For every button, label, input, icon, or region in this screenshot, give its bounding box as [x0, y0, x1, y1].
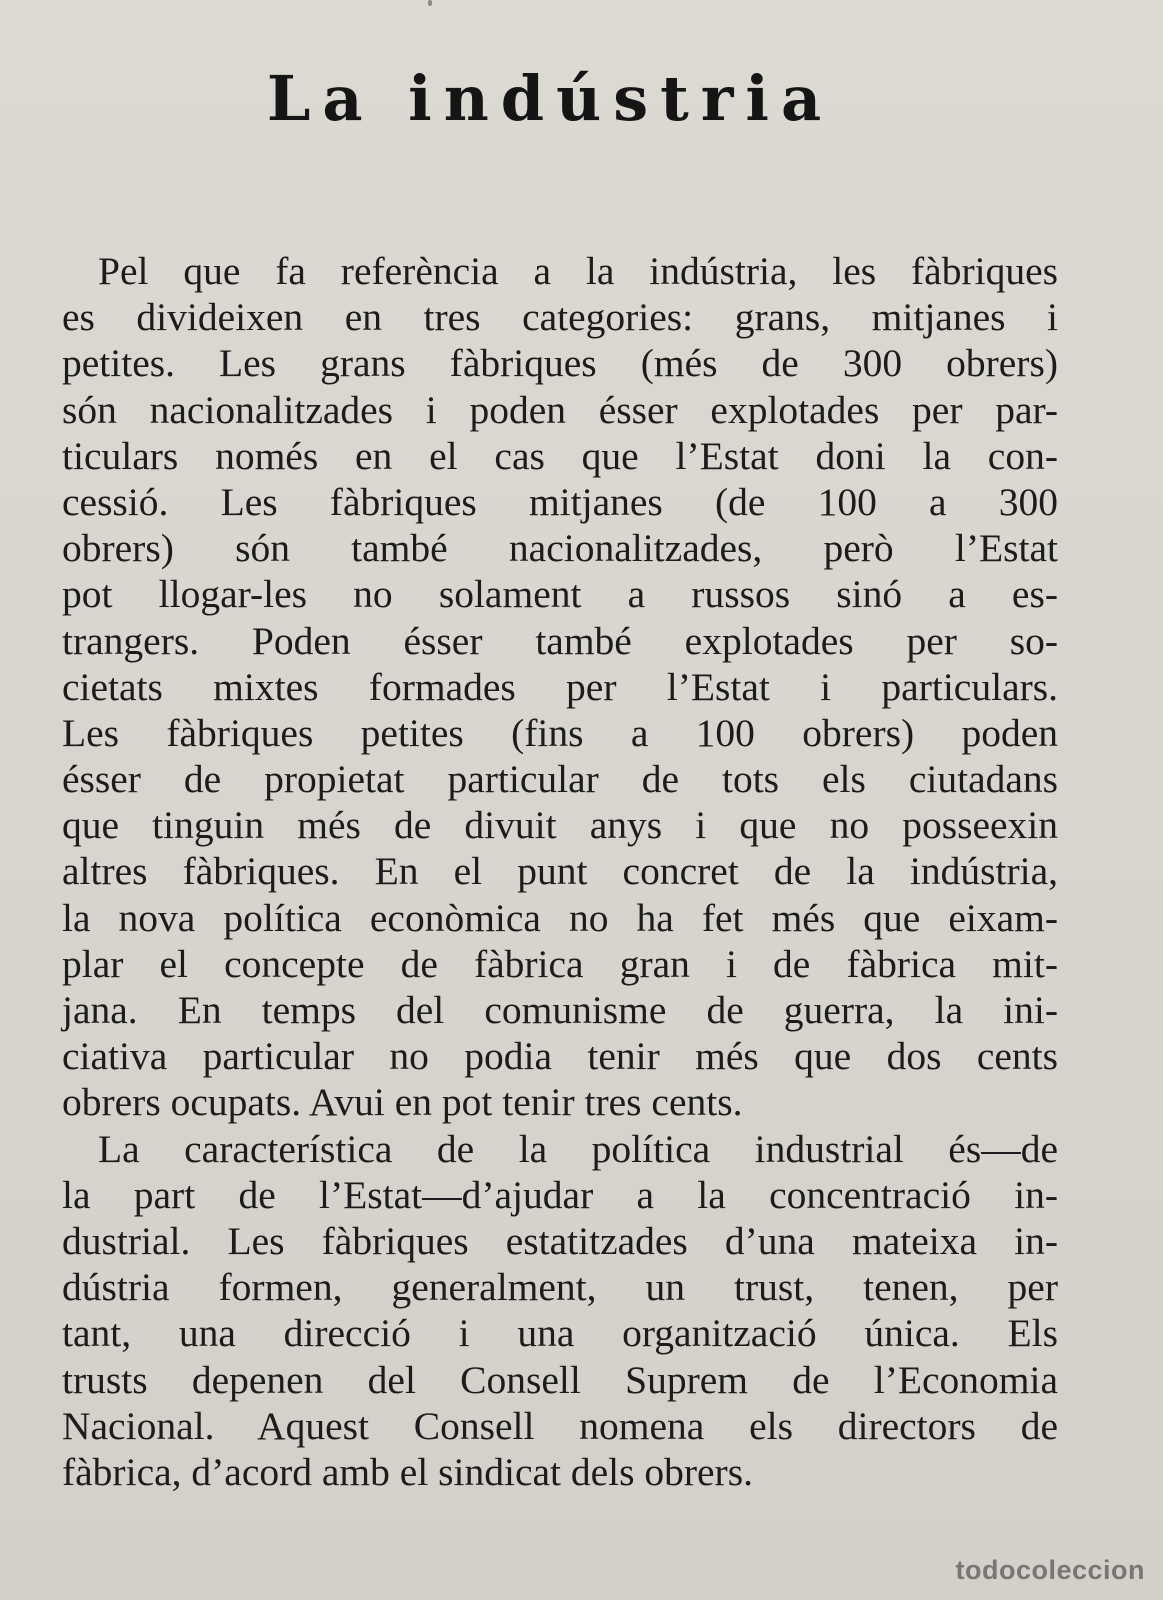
text-line: obrers ocupats. Avui en pot tenir tres cents. [62, 1080, 743, 1125]
text-line: plar el concepte de fàbrica gran i de fàbrica mit- [62, 941, 1058, 986]
text-line: pot llogar-les no solament a russos sinó a es- [62, 572, 1058, 617]
text-line: petites. Les grans fàbriques (més de 300 obrers) [62, 341, 1058, 386]
text-line: la part de l’Estat—d’ajudar a la concentració in- [62, 1172, 1058, 1217]
text-line: ciativa particular no podia tenir més que dos cents [62, 1034, 1058, 1079]
text-line: cessió. Les fàbriques mitjanes (de 100 a 300 [62, 479, 1058, 524]
body-text [62, 248, 1058, 1495]
paragraph-2 [62, 1126, 1058, 1496]
text-line: Pel que fa referència a la indústria, les fàbriques [98, 249, 1058, 293]
text-line: fàbrica, d’acord amb el sindicat dels obrers. [62, 1449, 753, 1494]
text-line: dústria formen, generalment, un trust, tenen, per [62, 1265, 1058, 1310]
text-line: ticulars només en el cas que l’Estat doni la con- [62, 433, 1058, 478]
paragraph-1 [62, 248, 1058, 1126]
text-line: jana. En temps del comunisme de guerra, la ini- [62, 988, 1058, 1032]
text-line: trangers. Poden ésser també explotades per so- [62, 618, 1058, 663]
text-line: es divideixen en tres categories: grans, mitjanes i [62, 295, 1058, 340]
text-line: obrers) són també nacionalitzades, però l’Estat [62, 526, 1058, 571]
text-line: tant, una direcció i una organització única. Els [62, 1311, 1058, 1356]
text-line: Nacional. Aquest Consell nomena els directors de [62, 1403, 1058, 1448]
page-title: La indústria [266, 62, 834, 135]
text-line: Les fàbriques petites (fins a 100 obrers) poden [62, 710, 1058, 755]
watermark: todocoleccion [955, 1555, 1145, 1585]
text-line: la nova política econòmica no ha fet més que eixam- [62, 895, 1058, 940]
text-line: són nacionalitzades i poden ésser explotades per par- [62, 387, 1058, 432]
text-line: que tinguin més de divuit anys i que no posseexin [62, 803, 1058, 848]
text-line: ésser de propietat particular de tots els ciutadans [62, 757, 1058, 802]
text-line: cietats mixtes formades per l’Estat i particulars. [62, 664, 1058, 709]
text-line: trusts depenen del Consell Suprem de l’Economia [62, 1357, 1058, 1402]
text-line: dustrial. Les fàbriques estatitzades d’una mateixa in- [62, 1218, 1058, 1263]
text-line: La característica de la política industrial és—de [98, 1126, 1058, 1171]
text-line: altres fàbriques. En el punt concret de la indústria, [62, 849, 1058, 894]
print-speck [428, 0, 432, 6]
